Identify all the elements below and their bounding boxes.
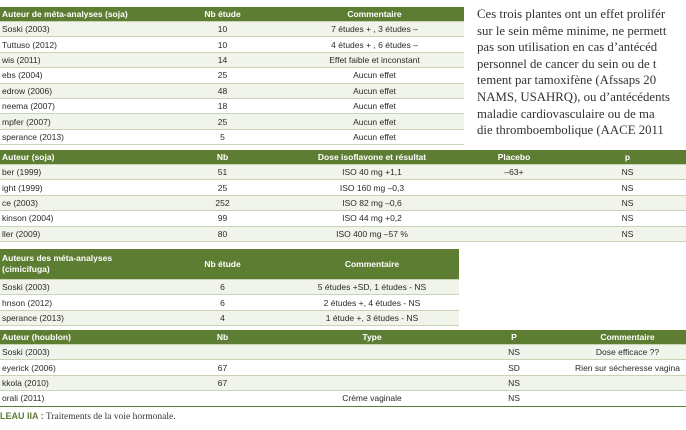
table-row — [0, 98, 464, 113]
cell: SD — [459, 360, 569, 375]
table-row — [0, 165, 686, 180]
table-row — [0, 180, 686, 195]
cell: ISO 82 mg –0,6 — [285, 195, 459, 210]
cell: 4 — [160, 310, 285, 325]
paragraph-line: maladie cardiovasculaire ou de ma — [477, 106, 655, 121]
cell: Effet faible et inconstant — [285, 52, 464, 67]
cell: 4 études + , 6 études – — [285, 37, 464, 52]
cell: kkola (2010) — [0, 375, 160, 390]
cell: edrow (2006) — [0, 83, 160, 98]
cell: 67 — [160, 375, 285, 390]
cell: sperance (2013) — [0, 310, 160, 325]
cell: NS — [569, 226, 686, 241]
cell: ce (2003) — [0, 195, 160, 210]
cell: Crème vaginale — [285, 391, 459, 406]
col-header: Nb étude — [160, 249, 285, 280]
table-row — [0, 22, 464, 37]
table-row — [0, 114, 464, 129]
cell: ISO 400 mg –57 % — [285, 226, 459, 241]
table-row — [0, 83, 464, 98]
col-header: Nb — [160, 330, 285, 345]
col-header: Commentaire — [285, 249, 459, 280]
cell: Aucun effet — [285, 83, 464, 98]
table-row — [0, 280, 459, 295]
cell — [569, 391, 686, 406]
cell: orali (2011) — [0, 391, 160, 406]
cell: wis (2011) — [0, 52, 160, 67]
cell: 18 — [160, 98, 285, 113]
cell: Aucun effet — [285, 68, 464, 83]
cell: NS — [569, 180, 686, 195]
cell: Aucun effet — [285, 114, 464, 129]
cell — [459, 180, 569, 195]
body-paragraph — [477, 6, 686, 139]
col-header: Nb étude — [160, 7, 285, 22]
cell: ight (1999) — [0, 180, 160, 195]
cell: 25 — [160, 180, 285, 195]
table-row — [0, 295, 459, 310]
cell: Soski (2003) — [0, 280, 160, 295]
cell — [160, 391, 285, 406]
cell: Tuttuso (2012) — [0, 37, 160, 52]
col-header: Commentaire — [285, 7, 464, 22]
table-row — [0, 391, 686, 406]
caption-label: LEAU IIA : — [0, 411, 44, 421]
cell: ISO 160 mg –0,3 — [285, 180, 459, 195]
cell: sperance (2013) — [0, 129, 160, 144]
table-row — [0, 211, 686, 226]
cell: 48 — [160, 83, 285, 98]
cell: 2 études +, 4 études - NS — [285, 295, 459, 310]
cell: NS — [459, 345, 569, 360]
col-header: p — [569, 150, 686, 165]
cell: 10 — [160, 37, 285, 52]
cell: 6 — [160, 280, 285, 295]
cell — [160, 345, 285, 360]
cell: NS — [569, 211, 686, 226]
caption-text: Traitements de la voie hormonale. — [43, 412, 176, 422]
table-row — [0, 310, 459, 325]
table-houblon-studies — [0, 330, 686, 407]
cell: 5 — [160, 129, 285, 144]
col-header: Auteurs des méta-analyses (cimicifuga) — [0, 249, 160, 280]
table-row — [0, 68, 464, 83]
col-header: Commentaire — [569, 330, 686, 345]
table-row — [0, 37, 464, 52]
table-row — [0, 226, 686, 241]
cell: –63+ — [459, 165, 569, 180]
cell: NS — [569, 165, 686, 180]
cell: 25 — [160, 114, 285, 129]
cell — [285, 375, 459, 390]
table-caption — [0, 411, 176, 422]
paragraph-line: tement par tamoxifène (Afssaps 20 — [477, 73, 657, 88]
col-header: Auteur (soja) — [0, 150, 160, 165]
cell: neema (2007) — [0, 98, 160, 113]
cell — [459, 195, 569, 210]
table-row — [0, 195, 686, 210]
paragraph-line: die thromboembolique (AACE 2011 — [477, 123, 664, 138]
cell: 5 études +SD, 1 études - NS — [285, 280, 459, 295]
cell: Dose efficace ?? — [569, 345, 686, 360]
caption-divider — [0, 406, 686, 407]
col-header: Nb — [160, 150, 285, 165]
cell: 99 — [160, 211, 285, 226]
table-row — [0, 360, 686, 375]
cell: 51 — [160, 165, 285, 180]
cell: NS — [569, 195, 686, 210]
cell — [569, 375, 686, 390]
cell — [459, 211, 569, 226]
paragraph-line: NAMS, USAHRQ), ou d’antécédents — [477, 89, 670, 104]
cell: ebs (2004) — [0, 68, 160, 83]
col-header: Placebo — [459, 150, 569, 165]
cell: Rien sur sécheresse vagina — [569, 360, 686, 375]
cell: 80 — [160, 226, 285, 241]
cell: 1 étude +, 3 études - NS — [285, 310, 459, 325]
col-header: Type — [285, 330, 459, 345]
cell — [459, 226, 569, 241]
cell: 7 études + , 3 études – — [285, 22, 464, 37]
table-row — [0, 375, 686, 390]
cell: ller (2009) — [0, 226, 160, 241]
cell: NS — [459, 375, 569, 390]
cell: hnson (2012) — [0, 295, 160, 310]
table-soja-studies — [0, 150, 686, 242]
cell: Soski (2003) — [0, 345, 160, 360]
cell: 67 — [160, 360, 285, 375]
col-header: Dose isoflavone et résultat — [285, 150, 459, 165]
table-soja-meta-analyses — [0, 7, 464, 145]
cell: 252 — [160, 195, 285, 210]
table-row — [0, 129, 464, 144]
col-header: Auteur (houblon) — [0, 330, 160, 345]
cell: 6 — [160, 295, 285, 310]
table-cimicifuga-meta-analyses — [0, 249, 459, 326]
cell: 10 — [160, 22, 285, 37]
cell — [285, 345, 459, 360]
cell — [285, 360, 459, 375]
paragraph-line: pas son utilisation en cas d’antécéd — [477, 40, 658, 55]
cell: Aucun effet — [285, 129, 464, 144]
cell: Aucun effet — [285, 98, 464, 113]
cell: Soski (2003) — [0, 22, 160, 37]
table-row — [0, 52, 464, 67]
cell: ber (1999) — [0, 165, 160, 180]
col-header: Auteur de méta-analyses (soja) — [0, 7, 160, 22]
cell: mpfer (2007) — [0, 114, 160, 129]
paragraph-line: personnel de cancer du sein ou de t — [477, 56, 657, 71]
paragraph-line: Ces trois plantes ont un effet prolifér — [477, 7, 666, 21]
cell: NS — [459, 391, 569, 406]
cell: eyerick (2006) — [0, 360, 160, 375]
col-header: P — [459, 330, 569, 345]
table-row — [0, 345, 686, 360]
cell: ISO 40 mg +1,1 — [285, 165, 459, 180]
cell: 25 — [160, 68, 285, 83]
cell: kinson (2004) — [0, 211, 160, 226]
paragraph-line: sur le sein même minime, ne permett — [477, 23, 667, 38]
cell: 14 — [160, 52, 285, 67]
cell: ISO 44 mg +0,2 — [285, 211, 459, 226]
